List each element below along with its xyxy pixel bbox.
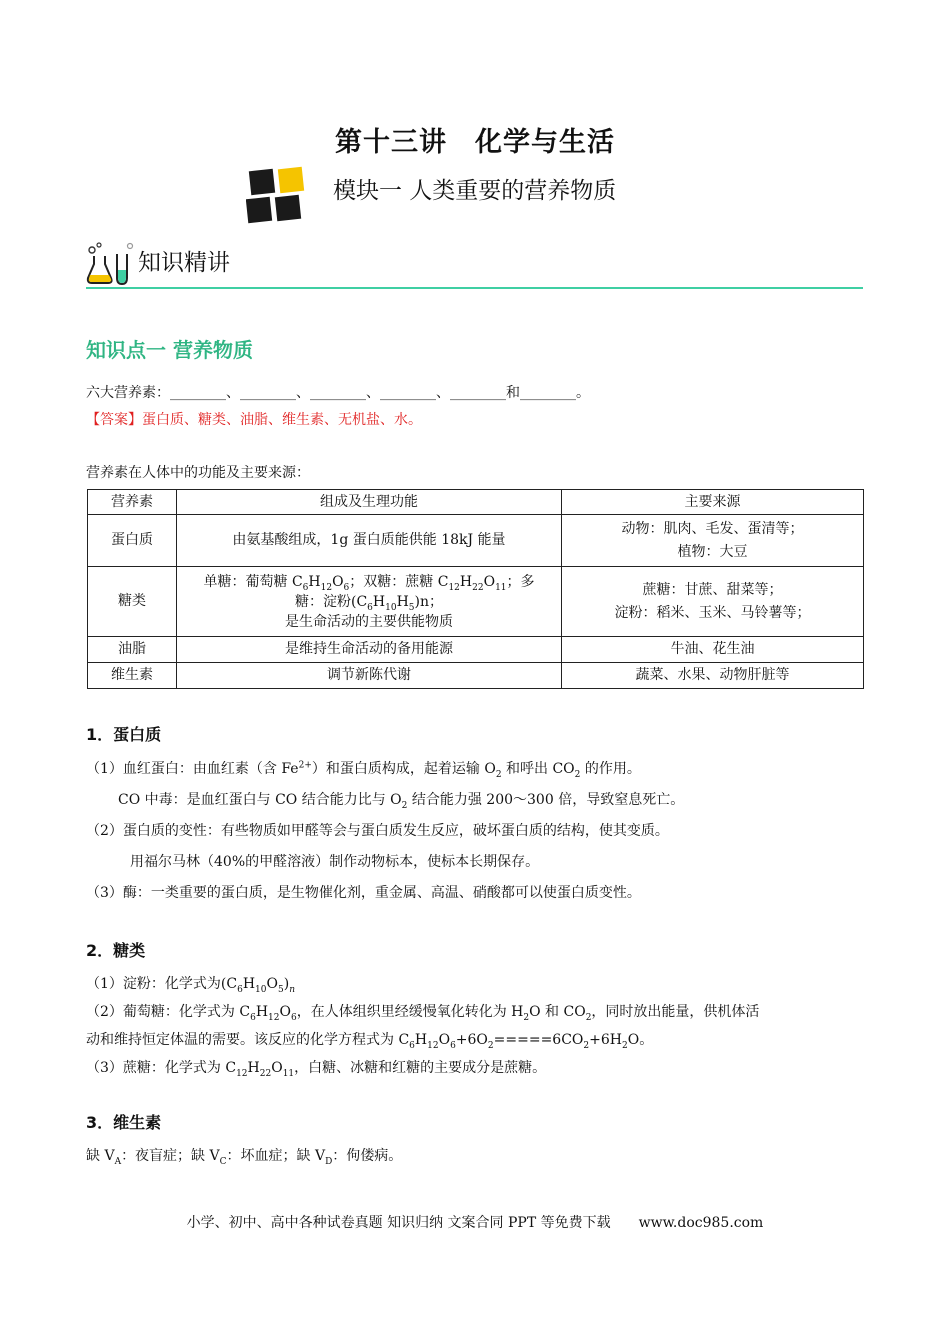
heading-protein: 1．蛋白质: [86, 725, 162, 744]
cell-name: 蛋白质: [88, 515, 177, 567]
table-row-protein: [88, 515, 864, 567]
function-line: 是生命活动的主要供能物质: [285, 613, 453, 630]
heading-vitamin: 3．维生素: [86, 1113, 162, 1132]
protein-p5: （3）酶：一类重要的蛋白质，是生物催化剂，重金属、高温、硝酸都可以使蛋白质变性。: [86, 885, 641, 901]
section-divider: [86, 287, 863, 289]
protein-p1: （1）血红蛋白：由血红素（含 $Fe^{2+}$）和蛋白质构成，起着运输 $O_2$ 和呼出 $CO_2$ 的作用。: [86, 760, 641, 780]
table-header-row: [88, 490, 864, 515]
table-intro: 营养素在人体中的功能及主要来源：: [86, 465, 310, 481]
source-line: 动物：肌肉、毛发、蛋清等；: [621, 520, 804, 537]
six-nutrients-question: 六大营养素：________、________、________、________、________和________。: [86, 385, 590, 401]
flask-icon: [86, 240, 136, 286]
protein-p2: CO 中毒：是血红蛋白与 CO 结合能力比与 $O_2$ 结合能力强 200～300 倍，导致窒息死亡。: [118, 792, 685, 811]
page-title: 第十三讲 化学与生活: [335, 127, 615, 158]
cell-function: 是维持生命活动的备用能源: [177, 637, 562, 663]
header-source: 主要来源: [562, 490, 864, 515]
cell-source: 蔬菜、水果、动物肝脏等: [562, 663, 864, 689]
answer-label: 【答案】: [86, 412, 142, 428]
nutrient-table: [87, 489, 864, 689]
cell-function: 由氨基酸组成，1g 蛋白质能供能 18kJ 能量: [177, 515, 562, 567]
protein-p4: 用福尔马林（40%的甲醛溶液）制作动物标本，使标本长期保存。: [130, 854, 540, 870]
knowledge-point-title: 知识点一 营养物质: [86, 338, 253, 362]
source-line: 淀粉：稻米、玉米、马铃薯等；: [614, 604, 811, 621]
cell-function: 调节新陈代谢: [177, 663, 562, 689]
table-row-vitamin: [88, 663, 864, 689]
module-subtitle: 模块一 人类重要的营养物质: [333, 178, 617, 204]
function-line: 单糖：葡萄糖 $C_6H_{12}O_6$；双糖：蔗糖 $C_{12}H_{22}O_{11}$；多: [203, 573, 535, 593]
source-line: 蔗糖：甘蔗、甜菜等；: [642, 581, 783, 598]
answer-line: [86, 410, 422, 430]
page-footer: 小学、初中、高中各种试卷真题 知识归纳 文案合同 PPT 等免费下载 www.doc985.com: [186, 1215, 764, 1231]
heading-sugar: 2．糖类: [86, 941, 146, 960]
cell-source: [562, 567, 864, 637]
sugar-p2: （2）葡萄糖：化学式为 $C_6H_{12}O_6$，在人体组织里经缓慢氧化转化为 $H_2O$ 和 $CO_2$，同时放出能量，供机体活: [86, 1004, 760, 1023]
cell-function: [177, 567, 562, 637]
table-row-sugar: [88, 567, 864, 637]
protein-p3: （2）蛋白质的变性：有些物质如甲醛等会与蛋白质发生反应，破坏蛋白质的结构，使其变质。: [86, 823, 669, 839]
sugar-p1: （1）淀粉：化学式为$(C_6H_{10}O_5)_n$: [86, 976, 295, 995]
module-logo: [246, 166, 306, 226]
cell-source: [562, 515, 864, 567]
header-function: 组成及生理功能: [177, 490, 562, 515]
logo-square-dark-2: [246, 197, 272, 223]
answer-text: 蛋白质、糖类、油脂、维生素、无机盐、水。: [142, 412, 422, 428]
cell-source: 牛油、花生油: [562, 637, 864, 663]
sugar-p3: 动和维持恒定体温的需要。该反应的化学方程式为 $C_6H_{12}O_6+6O_2=====6CO_2+6H_2O$。: [86, 1032, 654, 1051]
logo-square-dark-1: [249, 169, 275, 195]
cell-name: 糖类: [88, 567, 177, 637]
source-line: 植物：大豆: [677, 543, 748, 560]
section-title: 知识精讲: [138, 250, 230, 276]
vitamin-p1: 缺 $V_A$：夜盲症；缺 $V_C$：坏血症；缺 $V_D$：佝偻病。: [86, 1148, 403, 1167]
cell-name: 油脂: [88, 637, 177, 663]
logo-square-dark-3: [275, 195, 301, 221]
sugar-p4: （3）蔗糖：化学式为 $C_{12}H_{22}O_{11}$，白糖、冰糖和红糖的主要成分是蔗糖。: [86, 1060, 547, 1079]
function-line: 糖：淀粉$(C_6H_{10}H_5)n$；: [294, 593, 444, 613]
table-row-oil: [88, 637, 864, 663]
cell-name: 维生素: [88, 663, 177, 689]
logo-square-yellow: [278, 167, 304, 193]
header-nutrient: 营养素: [88, 490, 177, 515]
